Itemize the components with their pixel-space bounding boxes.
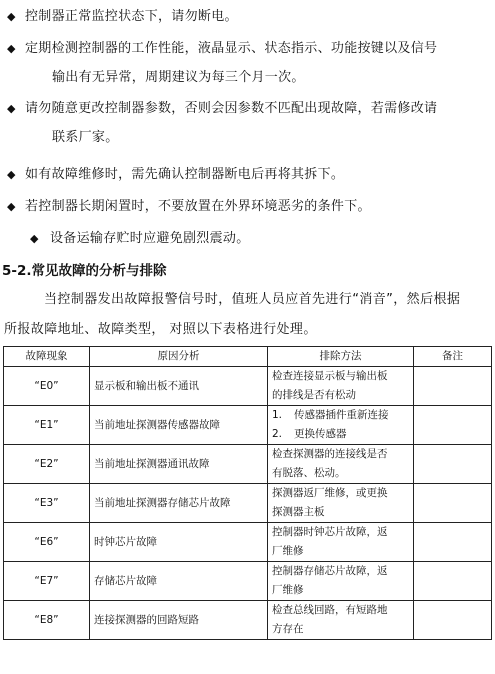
method-line: 检查连接显示板与输出板 xyxy=(272,370,388,382)
table-header-row xyxy=(4,347,492,367)
list-number: 2. xyxy=(272,428,283,440)
diamond-bullet-icon: ◆ xyxy=(7,42,16,55)
fault-method xyxy=(268,562,414,601)
fault-note xyxy=(414,562,492,601)
diamond-bullet-icon: ◆ xyxy=(7,10,16,23)
header-cause: 原因分析 xyxy=(90,347,268,367)
fault-code: “E2” xyxy=(4,445,90,484)
method-line: 2. 更换传感器 xyxy=(272,425,409,444)
table-row xyxy=(4,523,492,562)
table-row xyxy=(4,601,492,640)
fault-note xyxy=(414,406,492,445)
bullet-text-continued: 输出有无异常，周期建议为每三个月一次。 xyxy=(52,70,305,85)
method-line: 控制器存储芯片故障，返 xyxy=(272,565,388,577)
diamond-bullet-icon: ◆ xyxy=(30,232,39,245)
intro-paragraph-line: 所报故障地址、故障类型， 对照以下表格进行处理。 xyxy=(4,322,317,337)
fault-code: “E1” xyxy=(4,406,90,445)
method-line: 厂维修 xyxy=(272,545,304,557)
diamond-bullet-icon: ◆ xyxy=(7,200,16,213)
table-row xyxy=(4,445,492,484)
fault-method xyxy=(268,406,414,445)
header-symptom: 故障现象 xyxy=(4,347,90,367)
fault-cause: 当前地址探测器存储芯片故障 xyxy=(90,484,268,523)
bullet-text-continued: 联系厂家。 xyxy=(52,130,119,145)
fault-code: “E0” xyxy=(4,367,90,406)
intro-paragraph-line: 当控制器发出故障报警信号时，值班人员应首先进行“消音”，然后根据 xyxy=(44,292,461,307)
fault-code: “E8” xyxy=(4,601,90,640)
method-line: 1. 传感器插件重新连接 xyxy=(272,406,409,425)
fault-cause: 时钟芯片故障 xyxy=(90,523,268,562)
fault-note xyxy=(414,367,492,406)
fault-table xyxy=(3,346,492,640)
fault-cause: 连接探测器的回路短路 xyxy=(90,601,268,640)
fault-method xyxy=(268,367,414,406)
fault-code: “E6” xyxy=(4,523,90,562)
header-note: 备注 xyxy=(414,347,492,367)
fault-note xyxy=(414,523,492,562)
fault-method xyxy=(268,445,414,484)
fault-code: “E7” xyxy=(4,562,90,601)
fault-code: “E3” xyxy=(4,484,90,523)
table-row xyxy=(4,406,492,445)
fault-method xyxy=(268,484,414,523)
diamond-bullet-icon: ◆ xyxy=(7,168,16,181)
bullet-text: 设备运输存贮时应避免剧烈震动。 xyxy=(50,231,250,246)
table-row xyxy=(4,367,492,406)
fault-cause: 当前地址探测器传感器故障 xyxy=(90,406,268,445)
method-line: 检查探测器的连接线是否 xyxy=(272,448,388,460)
fault-note xyxy=(414,484,492,523)
table-row xyxy=(4,484,492,523)
fault-cause: 显示板和输出板不通讯 xyxy=(90,367,268,406)
fault-method xyxy=(268,523,414,562)
list-number: 1. xyxy=(272,409,283,421)
table-row xyxy=(4,562,492,601)
bullet-text: 定期检测控制器的工作性能，液晶显示、状态指示、功能按键以及信号 xyxy=(25,41,438,56)
fault-cause: 存储芯片故障 xyxy=(90,562,268,601)
fault-note xyxy=(414,601,492,640)
method-line: 探测器返厂维修，或更换 xyxy=(272,487,388,499)
method-line: 有脱落、松动。 xyxy=(272,467,346,479)
bullet-text: 若控制器长期闲置时，不要放置在外界环境恶劣的条件下。 xyxy=(25,199,371,214)
fault-cause: 当前地址探测器通讯故障 xyxy=(90,445,268,484)
method-line: 的排线是否有松动 xyxy=(272,389,356,401)
method-line: 厂维修 xyxy=(272,584,304,596)
header-method: 排除方法 xyxy=(268,347,414,367)
method-line: 控制器时钟芯片故障，返 xyxy=(272,526,388,538)
method-line: 探测器主板 xyxy=(272,506,325,518)
fault-method xyxy=(268,601,414,640)
method-line: 方存在 xyxy=(272,623,304,635)
section-heading: 5-2.常见故障的分析与排除 xyxy=(2,263,167,279)
bullet-text: 请勿随意更改控制器参数，否则会因参数不匹配出现故障，若需修改请 xyxy=(25,101,438,116)
bullet-text: 控制器正常监控状态下，请勿断电。 xyxy=(25,9,238,24)
bullet-text: 如有故障维修时，需先确认控制器断电后再将其拆下。 xyxy=(25,167,345,182)
fault-note xyxy=(414,445,492,484)
method-line: 检查总线回路，有短路地 xyxy=(272,604,388,616)
diamond-bullet-icon: ◆ xyxy=(7,102,16,115)
